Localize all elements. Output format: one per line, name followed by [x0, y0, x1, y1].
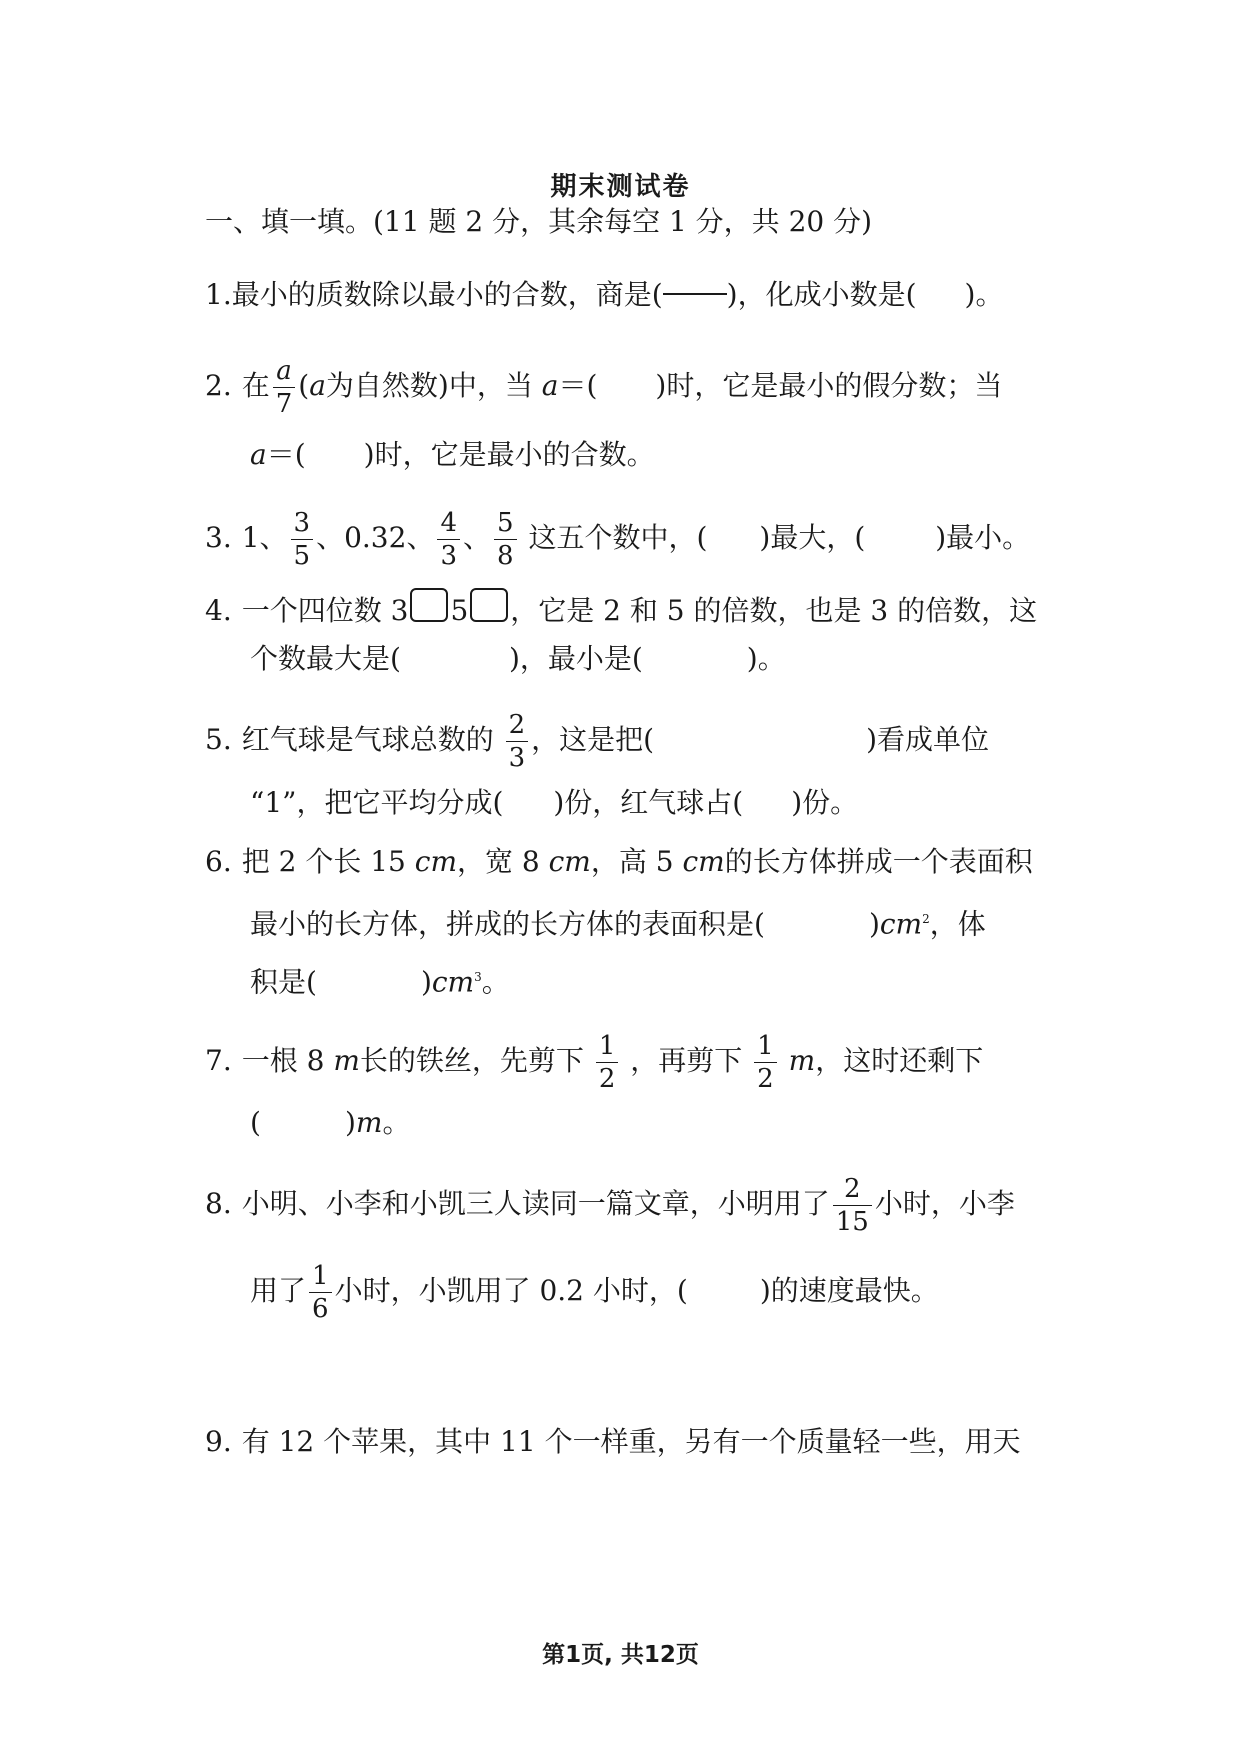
question-4: 4. 一个四位数 3 5 ，它是 2 和 5 的倍数，也是 3 的倍数，这 [205, 588, 1037, 628]
question-2: 2. 在 $\frac{a}{7}$ (a为自然数)中，当 a＝( )时，它是最小的假分数；当 [205, 356, 1003, 419]
question-8: 8. 小明、小李和小凯三人读同一篇文章，小明用了 $\frac{2}{15}$ 小时，小李 [205, 1174, 1015, 1237]
question-6-cont2: 积是( )$cm^3$。 [250, 965, 510, 999]
fraction: $\frac{5}{8}$ [494, 510, 517, 569]
answer-dash [663, 293, 727, 295]
question-5-cont: “1”，把它平均分成( )份，红气球占( )份。 [250, 786, 859, 819]
question-8-cont: 用了 $\frac{1}{6}$ 小时，小凯用了 0.2 小时，( )的速度最快。 [250, 1261, 939, 1324]
fraction: $\frac{1}{6}$ [309, 1263, 332, 1322]
question-3: 3. 1、 $\frac{3}{5}$ 、0.32、 $\frac{4}{3}$ 、 $\frac{5}{8}$ 这五个数中，( )最大，( )最小。 [205, 508, 1031, 571]
section-heading: 一、填一填。(11 题 2 分，其余每空 1 分，共 20 分) [205, 205, 873, 238]
fraction: $\frac{2}{3}$ [506, 712, 529, 771]
fraction: $\frac{4}{3}$ [437, 510, 460, 569]
question-2-cont: a＝( )时，它是最小的合数。 [250, 438, 655, 471]
fraction: $\frac{3}{5}$ [291, 510, 314, 569]
question-9: 9. 有 12 个苹果，其中 11 个一样重，另有一个质量轻一些，用天 [205, 1425, 1021, 1458]
question-1: 1.最小的质数除以最小的合数，商是( )，化成小数是( )。 [205, 278, 1004, 311]
page-title: 期末测试卷 [550, 172, 691, 202]
digit-box [470, 588, 508, 622]
question-6-cont: 最小的长方体，拼成的长方体的表面积是( )$cm^2$，体 [250, 907, 986, 941]
digit-box [410, 588, 448, 622]
page-footer: 第1页, 共12页 [542, 1642, 699, 1668]
question-6: 6. 把 2 个长 15 cm，宽 8 cm，高 5 cm的长方体拼成一个表面积 [205, 845, 1033, 878]
fraction: $\frac{2}{15}$ [833, 1176, 872, 1235]
question-5: 5. 红气球是气球总数的 $\frac{2}{3}$ ，这是把( )看成单位 [205, 710, 990, 773]
fraction: $\frac{1}{2}$ [596, 1033, 619, 1092]
question-7: 7. 一根 8 m长的铁丝，先剪下 $\frac{1}{2}$ ，再剪下 $\frac{1}{2}$ m，这时还剩下 [205, 1031, 984, 1094]
question-7-cont: ( )m。 [250, 1106, 411, 1139]
fraction: $\frac{a}{7}$ [273, 358, 296, 417]
question-4-cont: 个数最大是( )，最小是( )。 [250, 642, 786, 675]
fraction: $\frac{1}{2}$ [754, 1033, 777, 1092]
